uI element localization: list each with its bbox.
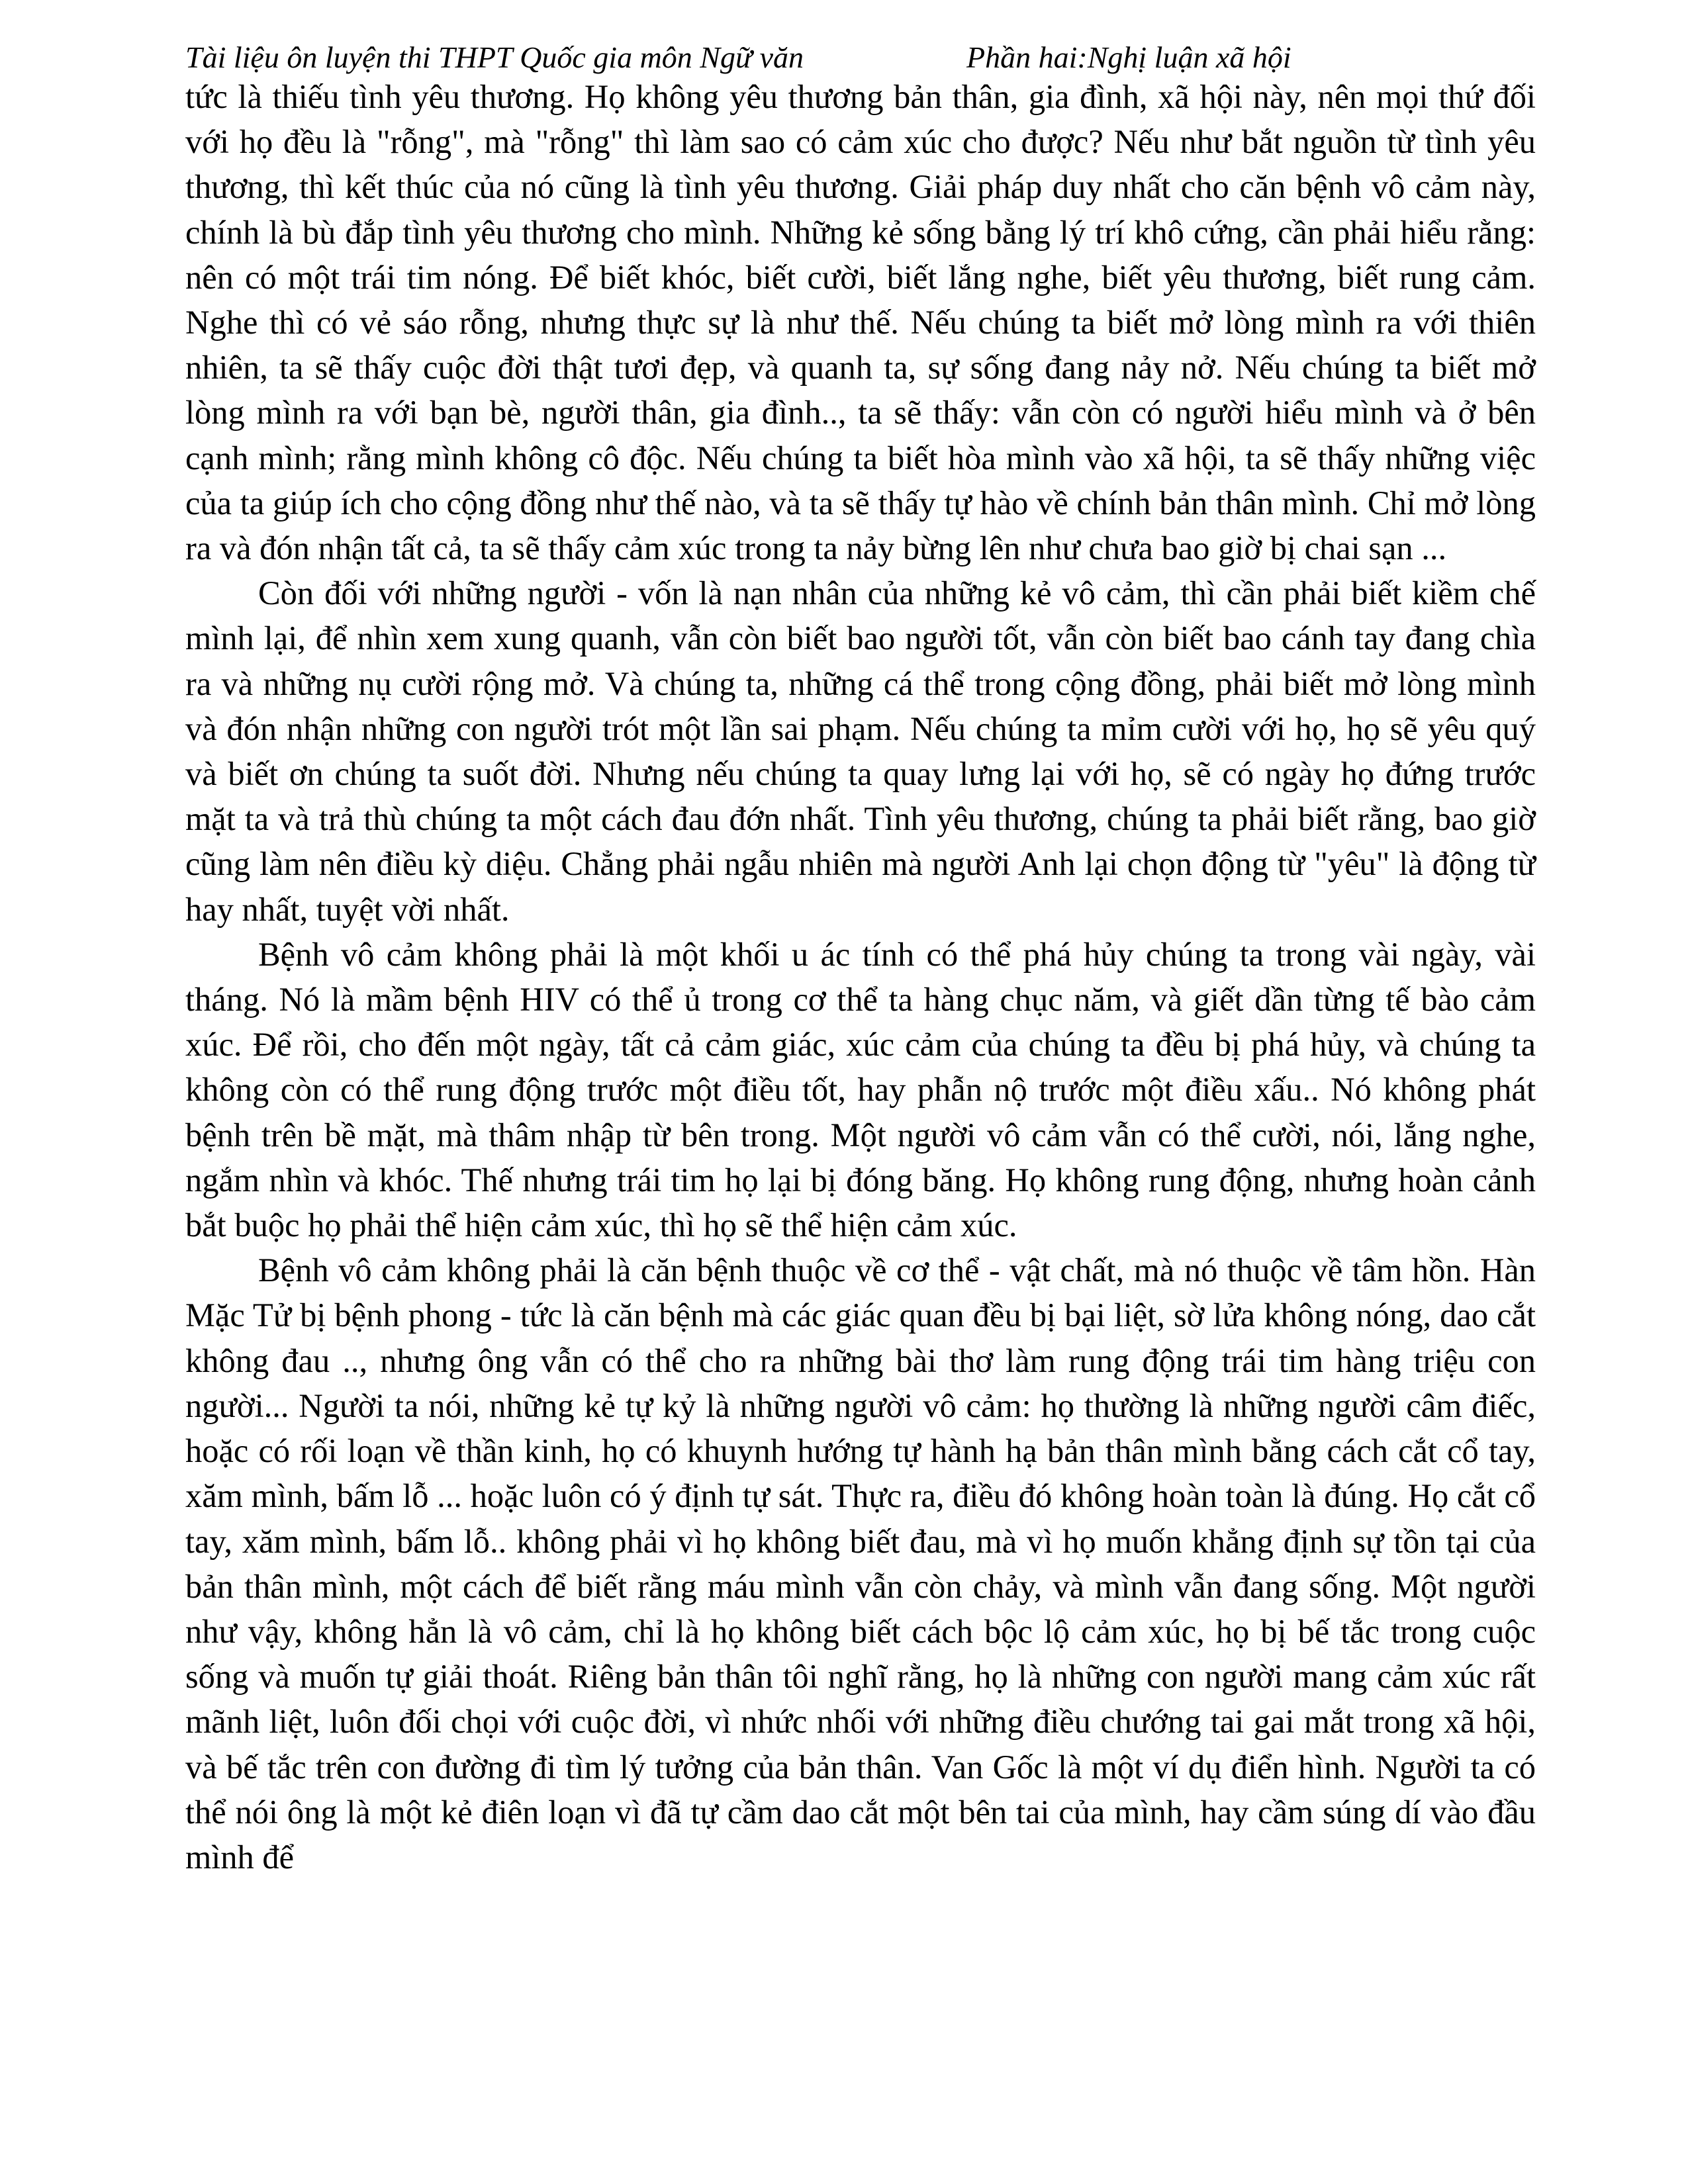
paragraph-2: Còn đối với những người - vốn là nạn nhân của những kẻ vô cảm, thì cần phải biết kiềm chế mình lại, để nhìn xem xung quanh, vẫn còn biết bao người tốt, vẫn còn biết bao cánh tay đang chìa ra và những nụ cười rộng mở. Và chúng ta, những cá thể trong cộng đồng, phải biết mở lòng mình và đón nhận những con người trót một lần sai phạm. Nếu chúng ta mỉm cười với họ, họ sẽ yêu quý và biết ơn chúng ta suốt đời. Nhưng nếu chúng ta quay lưng lại với họ, sẽ có ngày họ đứng trước mặt ta và trả thù chúng ta một cách đau đớn nhất. Tình yêu thương, chúng ta phải biết rằng, bao giờ cũng làm nên điều kỳ diệu. Chẳng phải ngẫu nhiên mà người Anh lại chọn động từ "yêu" là động từ hay nhất, tuyệt vời nhất.: [185, 574, 1536, 928]
paragraph-1: tức là thiếu tình yêu thương. Họ không yêu thương bản thân, gia đình, xã hội này, nên mọi thứ đối với họ đều là "rỗng", mà "rỗng" thì làm sao có cảm xúc cho được? Nếu như bắt nguồn từ tình yêu thương, thì kết thúc của nó cũng là tình yêu thương. Giải pháp duy nhất cho căn bệnh vô cảm này, chính là bù đắp tình yêu thương cho mình. Những kẻ sống bằng lý trí khô cứng, cần phải hiểu rằng: nên có một trái tim nóng. Để biết khóc, biết cười, biết lắng nghe, biết yêu thương, biết rung cảm. Nghe thì có vẻ sáo rỗng, nhưng thực sự là như thế. Nếu chúng ta biết mở lòng mình ra với thiên nhiên, ta sẽ thấy cuộc đời thật tươi đẹp, và quanh ta, sự sống đang nảy nở. Nếu chúng ta biết mở lòng mình ra với bạn bè, người thân, gia đình.., ta sẽ thấy: vẫn còn có người hiểu mình và ở bên cạnh mình; rằng mình không cô độc. Nếu chúng ta biết hòa mình vào xã hội, ta sẽ thấy những việc của ta giúp ích cho cộng đồng như thế nào, và ta sẽ thấy tự hào về chính bản thân mình. Chỉ mở lòng ra và đón nhận tất cả, ta sẽ thấy cảm xúc trong ta nảy bừng lên như chưa bao giờ bị chai sạn ...: [185, 78, 1536, 567]
header-left-title: Tài liệu ôn luyện thi THPT Quốc gia môn Ngữ văn: [185, 40, 804, 74]
paragraph-3: Bệnh vô cảm không phải là một khối u ác tính có thể phá hủy chúng ta trong vài ngày, vài tháng. Nó là mầm bệnh HIV có thể ủ trong cơ thể ta hàng chục năm, và giết dần từng tế bào cảm xúc. Để rồi, cho đến một ngày, tất cả cảm giác, xúc cảm của chúng ta đều bị phá hủy, và chúng ta không còn có thể rung động trước một điều tốt, hay phẫn nộ trước một điều xấu.. Nó không phát bệnh trên bề mặt, mà thâm nhập từ bên trong. Một người vô cảm vẫn có thể cười, nói, lắng nghe, ngắm nhìn và khóc. Thế nhưng trái tim họ lại bị đóng băng. Họ không rung động, nhưng hoàn cảnh bắt buộc họ phải thể hiện cảm xúc, thì họ sẽ thể hiện cảm xúc.: [185, 935, 1536, 1244]
paragraph-4: Bệnh vô cảm không phải là căn bệnh thuộc về cơ thể - vật chất, mà nó thuộc về tâm hồn. Hàn Mặc Tử bị bệnh phong - tức là căn bệnh mà các giác quan đều bị bại liệt, sờ lửa không nóng, dao cắt không đau .., nhưng ông vẫn có thể cho ra những bài thơ làm rung động trái tim hàng triệu con người... Người ta nói, những kẻ tự kỷ là những người vô cảm: họ thường là những người câm điếc, hoặc có rối loạn về thần kinh, họ có khuynh hướng tự hành hạ bản thân mình bằng cách cắt cổ tay, xăm mình, bấm lỗ ... hoặc luôn có ý định tự sát. Thực ra, điều đó không hoàn toàn là đúng. Họ cắt cổ tay, xăm mình, bấm lỗ.. không phải vì họ không biết đau, mà vì họ muốn khẳng định sự tồn tại của bản thân mình, một cách để biết rằng máu mình vẫn còn chảy, và mình vẫn đang sống. Một người như vậy, không hẳn là vô cảm, chỉ là họ không biết cách bộc lộ cảm xúc, họ bị bế tắc trong cuộc sống và muốn tự giải thoát. Riêng bản thân tôi nghĩ rằng, họ là những con người mang cảm xúc rất mãnh liệt, luôn đối chọi với cuộc đời, vì nhức nhối với những điều chướng tai gai mắt trong xã hội, và bế tắc trên con đường đi tìm lý tưởng của bản thân. Van Gốc là một ví dụ điển hình. Người ta có thể nói ông là một kẻ điên loạn vì đã tự cầm dao cắt một bên tai của mình, hay cầm súng dí vào đầu mình để: [185, 1251, 1536, 1876]
document-body: [185, 74, 1536, 1880]
header-right-section: Phần hai:Nghị luận xã hội: [966, 40, 1291, 74]
